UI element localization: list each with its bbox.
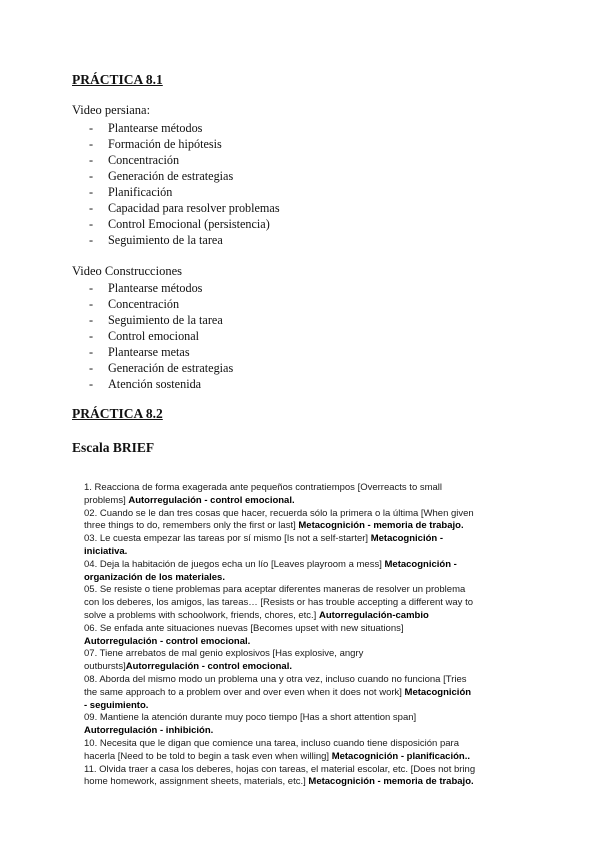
list-item <box>72 312 233 328</box>
brief-item-category: Autorregulación - control emocional. <box>84 635 251 647</box>
list-item-text: Plantearse métodos <box>108 121 203 135</box>
list-item <box>72 168 280 184</box>
brief-item-text: 02. Cuando se le dan tres cosas que hacer, recuerda sólo la primera o la última [When given three things to do, remembers only the first or last] <box>84 507 474 532</box>
brief-item-text: 08. Aborda del mismo modo un problema una y otra vez, incluso cuando no funciona [Tries the same approach to a problem over and over even when it does not work] <box>84 673 467 698</box>
list-item <box>72 360 233 376</box>
list-item-text: Concentración <box>108 297 180 311</box>
practica-8-1-title: PRÁCTICA 8.1 <box>72 72 163 87</box>
brief-item <box>84 764 476 790</box>
brief-item-category: Autorregulación-cambio <box>318 609 429 621</box>
brief-item <box>84 648 476 674</box>
list-item <box>72 376 233 392</box>
dash-bullet: - <box>89 297 94 311</box>
list-item <box>72 344 233 360</box>
video-persiana-label: Video persiana: <box>72 103 151 117</box>
dash-bullet: - <box>89 153 94 167</box>
dash-bullet: - <box>89 313 94 327</box>
brief-item <box>84 508 476 534</box>
dash-bullet: - <box>89 233 94 247</box>
brief-item-text: 04. Deja la habitación de juegos echa un lío [Leaves playroom a mess] <box>84 558 385 570</box>
list-item <box>72 328 233 344</box>
list-item-text: Capacidad para resolver problemas <box>108 201 280 215</box>
brief-item <box>84 482 476 508</box>
brief-item-text: 07. Tiene arrebatos de mal genio explosivos [Has explosive, angry outbursts] <box>84 648 364 673</box>
list-item <box>72 296 233 312</box>
brief-item-text: 11. Olvida traer a casa los deberes, hojas con tareas, el material escolar, etc. [Does not bring home homework, assignment sheets, materials, etc.] <box>84 763 476 788</box>
video-persiana-list <box>72 120 280 248</box>
video-construcciones-list <box>72 280 233 392</box>
brief-item <box>84 533 476 559</box>
brief-item-text: 1. Reacciona de forma exagerada ante pequeños contratiempos [Overreacts to small problems] <box>84 482 443 506</box>
list-item-text: Atención sostenida <box>108 377 202 391</box>
brief-item-text: 05. Se resiste o tiene problemas para aceptar diferentes maneras de resolver un problema con los deberes, los amigos, las tareas… [Resists or has trouble accepting a different way to solve a problems with schoolwork, friends, chores, etc.] <box>84 584 473 621</box>
dash-bullet: - <box>89 169 94 183</box>
dash-bullet: - <box>89 121 94 135</box>
list-item <box>72 216 280 232</box>
brief-item-category: Metacognición - planificación.. <box>331 750 470 762</box>
brief-item-text: 06. Se enfada ante situaciones nuevas [Becomes upset with new situations] <box>84 622 404 634</box>
list-item-text: Generación de estrategias <box>108 169 234 183</box>
dash-bullet: - <box>89 345 94 359</box>
brief-item <box>84 712 476 738</box>
dash-bullet: - <box>89 201 94 215</box>
list-item-text: Generación de estrategias <box>108 361 234 375</box>
brief-item <box>84 738 476 764</box>
brief-item-text: 03. Le cuesta empezar las tareas por sí mismo [Is not a self-starter] <box>84 533 371 545</box>
list-item-text: Concentración <box>108 153 180 167</box>
list-item <box>72 136 280 152</box>
brief-item <box>84 674 476 712</box>
practica-8-2-title: PRÁCTICA 8.2 <box>72 406 163 421</box>
brief-item-category: Metacognición - memoria de trabajo. <box>298 520 464 532</box>
list-item-text: Formación de hipótesis <box>108 137 222 151</box>
list-item <box>72 232 280 248</box>
list-item-text: Plantearse metas <box>108 345 190 359</box>
video-construcciones-label: Video Construcciones <box>72 264 182 278</box>
list-item-text: Seguimiento de la tarea <box>108 233 223 247</box>
list-item <box>72 184 280 200</box>
list-item-text: Control Emocional (persistencia) <box>108 217 270 231</box>
brief-item-category: Metacognición - memoria de trabajo. <box>308 776 474 788</box>
dash-bullet: - <box>89 217 94 231</box>
brief-item-category: Metacognición - organización de los materiales. <box>84 558 457 583</box>
dash-bullet: - <box>89 377 94 391</box>
list-item <box>72 120 280 136</box>
list-item <box>72 152 280 168</box>
brief-item <box>84 559 476 585</box>
brief-scale-items <box>84 482 476 789</box>
dash-bullet: - <box>89 281 94 295</box>
brief-item-category: Autorregulación - control emocional. <box>128 494 295 506</box>
list-item-text: Seguimiento de la tarea <box>108 313 223 327</box>
dash-bullet: - <box>89 361 94 375</box>
escala-brief-title: Escala BRIEF <box>72 440 155 455</box>
list-item <box>72 280 233 296</box>
dash-bullet: - <box>89 185 94 199</box>
brief-item-category: Metacognición - iniciativa. <box>84 533 444 557</box>
dash-bullet: - <box>89 137 94 151</box>
brief-item-text: 09. Mantiene la atención durante muy poco tiempo [Has a short attention span] <box>84 712 417 724</box>
list-item-text: Planificación <box>108 185 173 199</box>
brief-item-category: Autorregulación - inhibición. <box>84 725 214 737</box>
brief-item-category: Autorregulación - control emocional. <box>125 661 292 673</box>
list-item <box>72 200 280 216</box>
brief-item <box>84 623 476 649</box>
brief-item-text: 10. Necesita que le digan que comience una tarea, incluso cuando tiene disposición para hacerla [Need to be told to begin a task even when willing] <box>84 737 459 762</box>
dash-bullet: - <box>89 329 94 343</box>
brief-item-category: Metacognición - seguimiento. <box>84 686 472 711</box>
brief-item <box>84 584 476 622</box>
list-item-text: Plantearse métodos <box>108 281 203 295</box>
list-item-text: Control emocional <box>108 329 200 343</box>
